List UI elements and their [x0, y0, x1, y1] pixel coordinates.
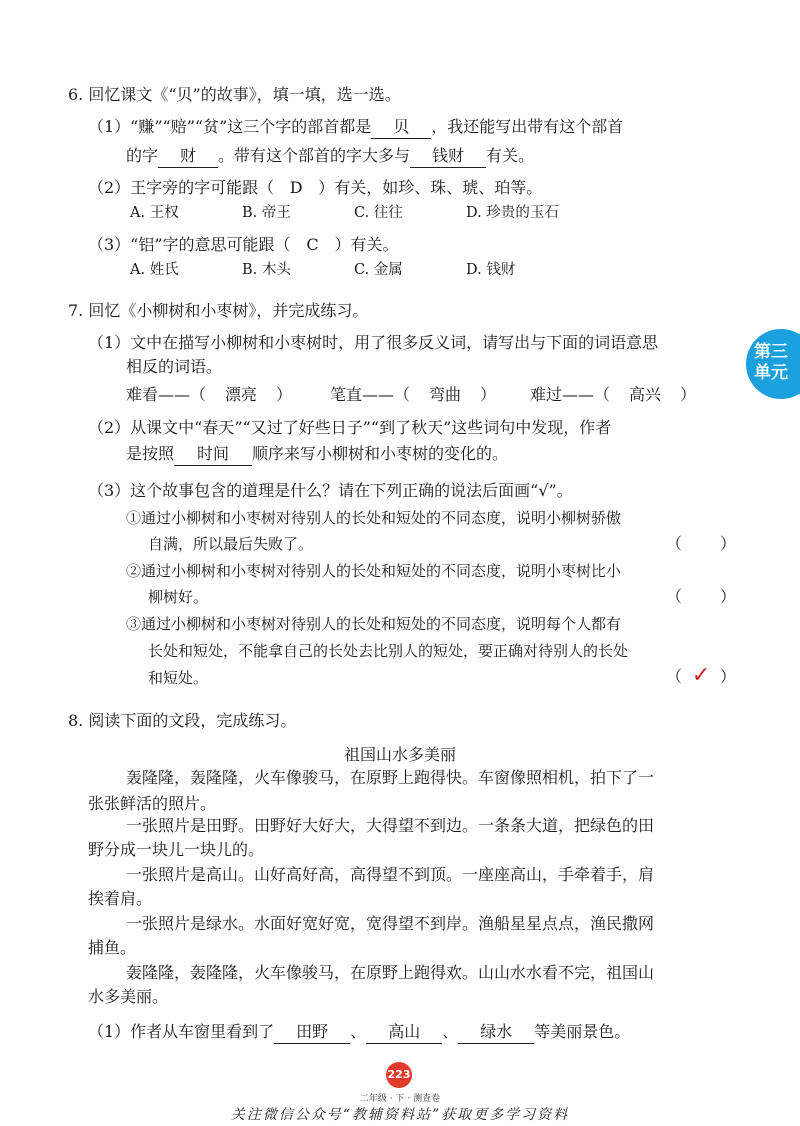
option-b: B. 帝王 — [242, 205, 291, 221]
antonym-pair-2: 笔直——（ 弯曲 ） — [330, 385, 497, 404]
answer-blank: 高山 — [366, 1021, 442, 1044]
para-5-line2: 水多美丽。 — [88, 987, 169, 1006]
q6-part2: （2）王字旁的字可能跟（ D ）有关，如珍、珠、琥、珀等。 — [88, 178, 543, 197]
q8-part1: （1）作者从车窗里看到了 田野 、 高山 、 绿水 等美丽景色。 — [88, 1021, 630, 1044]
q7-part2-line1: （2）从课文中“春天”“又过了好些日子”“到了秋天”这些词句中发现，作者 — [88, 418, 612, 437]
answer-paren-2: （ ） — [666, 587, 737, 606]
para-4-line2: 捕鱼。 — [88, 938, 137, 957]
answer-blank: 财 — [158, 145, 218, 168]
option-3-line3: 和短处。 — [148, 669, 209, 687]
option-d: D. 珍贵的玉石 — [466, 205, 559, 221]
answer-paren-3: （ ✓ ） — [666, 663, 737, 688]
option-2-line2: 柳树好。 — [148, 588, 209, 606]
option-c: C. 往往 — [354, 205, 403, 221]
para-3-line1: 一张照片是高山。山好高好高，高得望不到顶。一座座高山，手牵着手，肩 — [126, 865, 655, 884]
grade-label: 二年级 · 下 · 测查卷 — [359, 1094, 441, 1104]
para-1-line1: 轰隆隆，轰隆隆，火车像骏马，在原野上跑得快。车窗像照相机，拍下了一 — [126, 768, 655, 787]
option-3-line2: 长处和短处，不能拿自己的长处去比别人的短处，要正确对待别人的长处 — [148, 642, 629, 660]
q8-title: 8. 阅读下面的文段，完成练习。 — [68, 711, 297, 730]
q7-title: 7. 回忆《小柳树和小枣树》，并完成练习。 — [68, 301, 369, 320]
option-a: A. 王权 — [130, 205, 179, 221]
passage-title: 祖国山水多美丽 — [343, 745, 456, 764]
answer-blank: 贝 — [371, 116, 431, 139]
page-number: 223 — [386, 1062, 412, 1088]
para-1-line2: 张张鲜活的照片。 — [88, 794, 217, 813]
answer-blank: 田野 — [274, 1021, 350, 1044]
q7-part2-line2: 是按照 时间 顺序来写小柳树和小枣树的变化的。 — [126, 443, 508, 466]
para-2-line2: 野分成一块儿一块儿的。 — [88, 840, 265, 859]
q7-part1-line2: 相反的词语。 — [126, 357, 223, 376]
answer-blank: 绿水 — [458, 1021, 534, 1044]
q6-title: 6. 回忆课文《“贝”的故事》，填一填，选一选。 — [68, 85, 401, 104]
unit-tab: 第三 单元 — [746, 329, 800, 399]
footer-notice: 关注微信公众号“教辅资料站”获取更多学习资料 — [230, 1107, 570, 1123]
q7-part1-line1: （1）文中在描写小柳树和小枣树时，用了很多反义词，请写出与下面的词语意思 — [88, 333, 659, 352]
choice-answer: D — [289, 178, 303, 197]
option-1-line2: 自满，所以最后失败了。 — [148, 535, 314, 553]
para-5-line1: 轰隆隆，轰隆隆，火车像骏马，在原野上跑得欢。山山水水看不完，祖国山 — [126, 963, 655, 982]
option-a: A. 姓氏 — [130, 262, 179, 278]
choice-answer: C — [306, 235, 319, 254]
q6-part3: （3）“铝”字的意思可能跟（ C ）有关。 — [88, 235, 399, 254]
para-4-line1: 一张照片是绿水。水面好宽好宽，宽得望不到岸。渔船星星点点，渔民撒网 — [126, 914, 655, 933]
option-c: C. 金属 — [354, 262, 403, 278]
antonym-pair-1: 难看——（ 漂亮 ） — [126, 385, 293, 404]
answer-blank: 钱财 — [410, 145, 486, 168]
para-3-line2: 挨着肩。 — [88, 889, 153, 908]
option-3-line1: ③通过小柳树和小枣树对待别人的长处和短处的不同态度，说明每个人都有 — [126, 615, 622, 633]
antonym-pair-3: 难过——（ 高兴 ） — [530, 385, 697, 404]
para-2-line1: 一张照片是田野。田野好大好大，大得望不到边。一条条大道，把绿色的田 — [126, 816, 655, 835]
option-d: D. 钱财 — [466, 262, 516, 278]
answer-blank: 时间 — [174, 443, 252, 466]
q6-part1-line1: （1）“赚”“赔”“贫”这三个字的部首都是 贝 ，我还能写出带有这个部首 — [88, 116, 623, 139]
q7-part3: （3）这个故事包含的道理是什么？请在下列正确的说法后面画“√”。 — [88, 481, 573, 500]
checkmark-icon: ✓ — [691, 663, 711, 688]
q6-part1-line2: 的字 财 。带有这个部首的字大多与 钱财 有关。 — [126, 145, 534, 168]
option-b: B. 木头 — [242, 262, 291, 278]
option-1-line1: ①通过小柳树和小枣树对待别人的长处和短处的不同态度，说明小柳树骄傲 — [126, 509, 622, 527]
answer-paren-1: （ ） — [666, 534, 737, 553]
option-2-line1: ②通过小柳树和小枣树对待别人的长处和短处的不同态度，说明小枣树比小 — [126, 562, 622, 580]
